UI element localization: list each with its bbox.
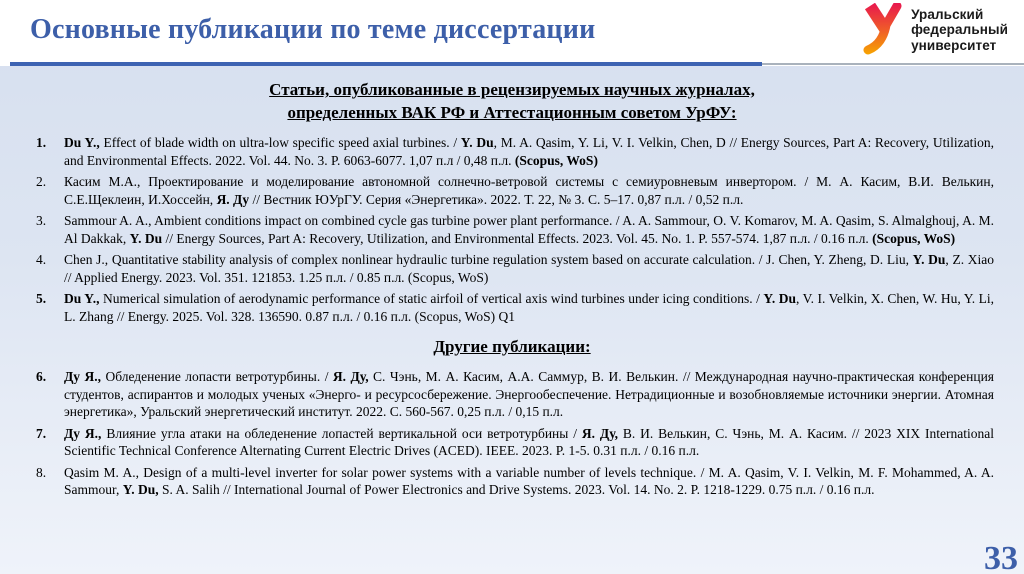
title-underline-blue	[10, 62, 762, 66]
publication-number: 8.	[36, 464, 47, 480]
publication-text: Chen J., Quantitative stability analysis of complex nonlinear hydraulic turbine regulation system based on accurate calculation. / J. Chen, Y. Zheng, D. Liu, Y. Du, Z. Xiao // Applied Energy. 2023. Vol. 351. 121853. 1.25 п.л. / 0.85 п.л. (Scopus, WoS)	[64, 252, 994, 285]
logo-text-line-3: университет	[911, 37, 997, 53]
publication-item	[36, 368, 994, 421]
publication-text: Ду Я., Обледенение лопасти ветротурбины. / Я. Ду, С. Чэнь, М. А. Касим, А.А. Саммур, В. И. Велькин. // Международная научно-практическая конференция студентов, аспирантов и молодых ученых «Энерго- и ресурсосбережение. Энергообеспечение. Нетрадиционные и возобновляемые источники энергии. Атомная энергетика», Уральский энергетический институт. 2022. С. 560-567. 0,25 п.л. / 0,15 п.л.	[64, 369, 994, 419]
publication-item	[36, 134, 994, 169]
publication-text: Ду Я., Влияние угла атаки на обледенение лопастей вертикальной оси ветротурбины / Я. Ду, В. И. Велькин, С. Чэнь, М. А. Касим. // 2023 XIX International Scientific Technical Conference Alternating Current Electric Drives (ACED). IEEE. 2023. P. 1-5. 0.31 п.л. / 0.16 п.л.	[64, 425, 995, 458]
publication-text: Du Y., Numerical simulation of aerodynamic performance of static airfoil of vertical axis wind turbines under icing conditions. / Y. Du, V. I. Velkin, X. Chen, W. Hu, Y. Li, L. Zhang // Energy. 2025. Vol. 328. 136590. 0.87 п.л. / 0.16 п.л. (Scopus, WoS) Q1	[64, 291, 994, 324]
publication-item	[36, 173, 994, 208]
header	[0, 0, 1024, 66]
logo-text-line-2: федеральный	[911, 22, 1008, 38]
university-logo	[862, 3, 1012, 57]
publication-text: Касим М.А., Проектирование и моделирование автономной солнечно-ветровой системы с семиуровневым инвертором. / М. А. Касим, В.И. Велькин, С.Е.Щеклеин, И.Хоссейн, Я. Ду // Вестник ЮУрГУ. Серия «Энергетика». 2022. Т. 22, № 3. С. 5–17. 0,87 п.л. / 0,52 п.л.	[64, 174, 994, 207]
title-underline-gray	[762, 63, 1024, 65]
publication-item	[36, 212, 994, 247]
publication-number: 4.	[36, 252, 47, 267]
publication-item	[36, 425, 994, 460]
publication-list-other	[0, 368, 1024, 499]
publication-number: 3.	[36, 213, 47, 228]
section-heading-vak	[0, 78, 1024, 124]
slide-body	[0, 66, 1024, 499]
publication-list-vak	[0, 134, 1024, 325]
publication-number: 1.	[36, 135, 47, 150]
section-heading-other-label: Другие публикации:	[433, 337, 591, 356]
publication-number: 5.	[36, 291, 47, 306]
publication-number: 6.	[36, 369, 47, 384]
publication-text: Qasim M. A., Design of a multi-level inverter for solar power systems with a variable number of levels technique. / M. A. Qasim, V. I. Velkin, M. F. Mohammed, A. A. Sammour, Y. Du, S. A. Salih // International Journal of Power Electronics and Drive Systems. 2023. Vol. 14. No. 2. P. 1218-1229. 0.75 п.л. / 0.16 п.л.	[64, 464, 994, 497]
publication-text: Sammour A. A., Ambient conditions impact on combined cycle gas turbine power plant performance. / A. A. Sammour, O. V. Komarov, M. A. Qasim, S. Almalghouj, A. M. Al Dakkak, Y. Du // Energy Sources, Part A: Recovery, Utilization, and Environmental Effects. 2023. Vol. 45. No. 1. P. 557-574. 1,87 п.л. / 0.16 п.л. (Scopus, WoS)	[64, 213, 994, 246]
publication-item	[36, 464, 994, 499]
section-heading-vak-line-2: определенных ВАК РФ и Аттестационным советом УрФУ:	[287, 103, 737, 122]
publication-number: 2.	[36, 174, 47, 189]
section-heading-vak-line-1: Статьи, опубликованные в рецензируемых научных журналах,	[269, 80, 755, 99]
logo-text	[911, 7, 1008, 54]
publication-number: 7.	[36, 425, 47, 441]
publication-item	[36, 251, 994, 286]
publication-item	[36, 290, 994, 325]
page-number: 33	[984, 540, 1018, 574]
logo-text-line-1: Уральский	[911, 6, 984, 22]
slide-title: Основные публикации по теме диссертации	[30, 14, 596, 45]
publication-text: Du Y., Effect of blade width on ultra-low specific speed axial turbines. / Y. Du, M. A. Qasim, Y. Li, V. I. Velkin, Chen, D // Energy Sources, Part A: Recovery, Utilization, and Environmental Effects. 2022. Vol. 44. No. 3. P. 6063-6077. 1,07 п.л / 0,48 п.л. (Scopus, WoS)	[64, 135, 994, 168]
section-heading-other	[0, 335, 1024, 358]
urfu-logo-icon	[862, 3, 902, 57]
